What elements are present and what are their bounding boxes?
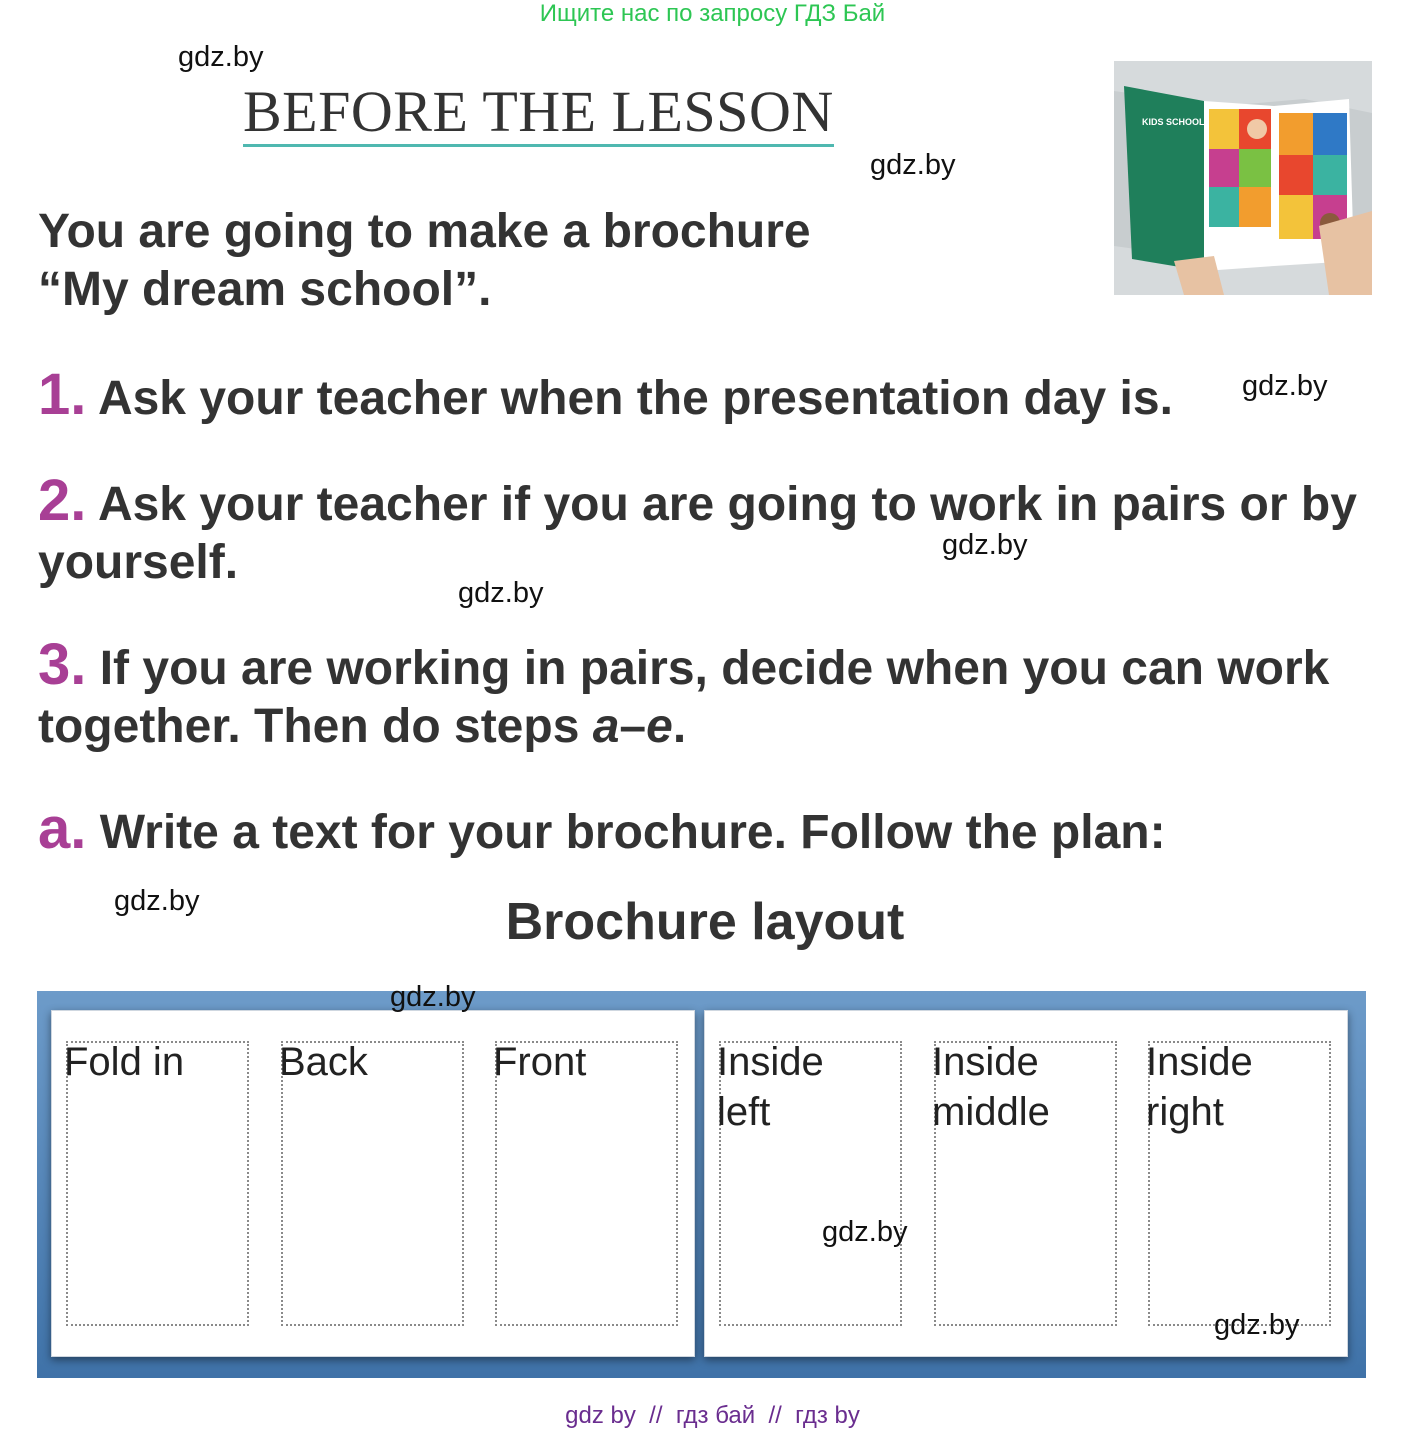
layout-box-inside-middle: [934, 1041, 1117, 1326]
top-banner: Ищите нас по запросу ГДЗ Бай: [539, 0, 886, 27]
layout-title: Brochure layout: [505, 893, 905, 951]
watermark: gdz.by: [458, 577, 544, 609]
step-number: 3.: [38, 632, 87, 697]
box-label-line: right: [1146, 1090, 1224, 1134]
brochure-illustration: [1114, 61, 1372, 295]
brochure-layout-frame: [37, 991, 1366, 1378]
box-label-line: Inside: [717, 1040, 824, 1084]
brochure-heading-text: KIDS SCHOOL: [1142, 117, 1205, 127]
layout-box-front: [495, 1041, 678, 1326]
step-number: 1.: [38, 362, 87, 427]
box-label: [1146, 1037, 1346, 1137]
layout-box-fold-in: [66, 1041, 249, 1326]
step-text: Write a text for your brochure. Follow the plan:: [99, 806, 1166, 859]
intro-line-2: “My dream school”.: [38, 263, 492, 316]
step-text-end: .: [672, 700, 687, 753]
watermark: gdz.by: [390, 981, 476, 1013]
step-range-start: a: [592, 700, 620, 753]
footer: gdz by // гдз бай // гдз by: [565, 1402, 860, 1429]
step-text: Ask your teacher if you are going to work in pairs or by: [97, 478, 1357, 531]
step-text-continued: yourself.: [38, 536, 239, 589]
watermark: gdz.by: [870, 149, 956, 181]
box-label: Front: [493, 1040, 587, 1084]
layout-box-inside-left: [719, 1041, 902, 1326]
step-3: [38, 632, 1378, 756]
brochure-photo: [1114, 61, 1372, 295]
step-text-continued: [38, 698, 1378, 756]
step-2: [38, 468, 1378, 592]
watermark: gdz.by: [114, 885, 200, 917]
step-range-end: e: [646, 700, 673, 753]
inside-panel: [704, 1010, 1348, 1357]
box-label-line: Inside: [1146, 1040, 1253, 1084]
step-text: Ask your teacher when the presentation day is.: [97, 372, 1173, 425]
box-label-line: left: [717, 1090, 771, 1134]
step-text-part: together. Then do steps: [38, 700, 593, 753]
watermark: gdz.by: [178, 41, 264, 73]
layout-box-back: [281, 1041, 464, 1326]
outer-panel: [51, 1010, 695, 1357]
watermark: gdz.by: [1242, 370, 1328, 402]
box-label: [932, 1037, 1132, 1137]
step-letter: a.: [38, 796, 87, 861]
page-title: BEFORE THE LESSON: [243, 80, 834, 147]
watermark: gdz.by: [1214, 1309, 1300, 1341]
step-1: [38, 362, 1378, 428]
box-label-line: Inside: [932, 1040, 1039, 1084]
box-label: Back: [279, 1040, 368, 1084]
intro-text: [38, 203, 811, 319]
step-a: [38, 796, 1378, 862]
box-label: Fold in: [64, 1040, 185, 1084]
intro-line-1: You are going to make a brochure: [38, 205, 811, 258]
watermark: gdz.by: [822, 1216, 908, 1248]
watermark: gdz.by: [942, 529, 1028, 561]
box-label-line: middle: [932, 1090, 1050, 1134]
step-number: 2.: [38, 468, 87, 533]
layout-box-inside-right: [1148, 1041, 1331, 1326]
step-text: If you are working in pairs, decide when you can work: [99, 642, 1330, 695]
box-label: [717, 1037, 917, 1137]
step-range-dash: –: [619, 700, 647, 753]
